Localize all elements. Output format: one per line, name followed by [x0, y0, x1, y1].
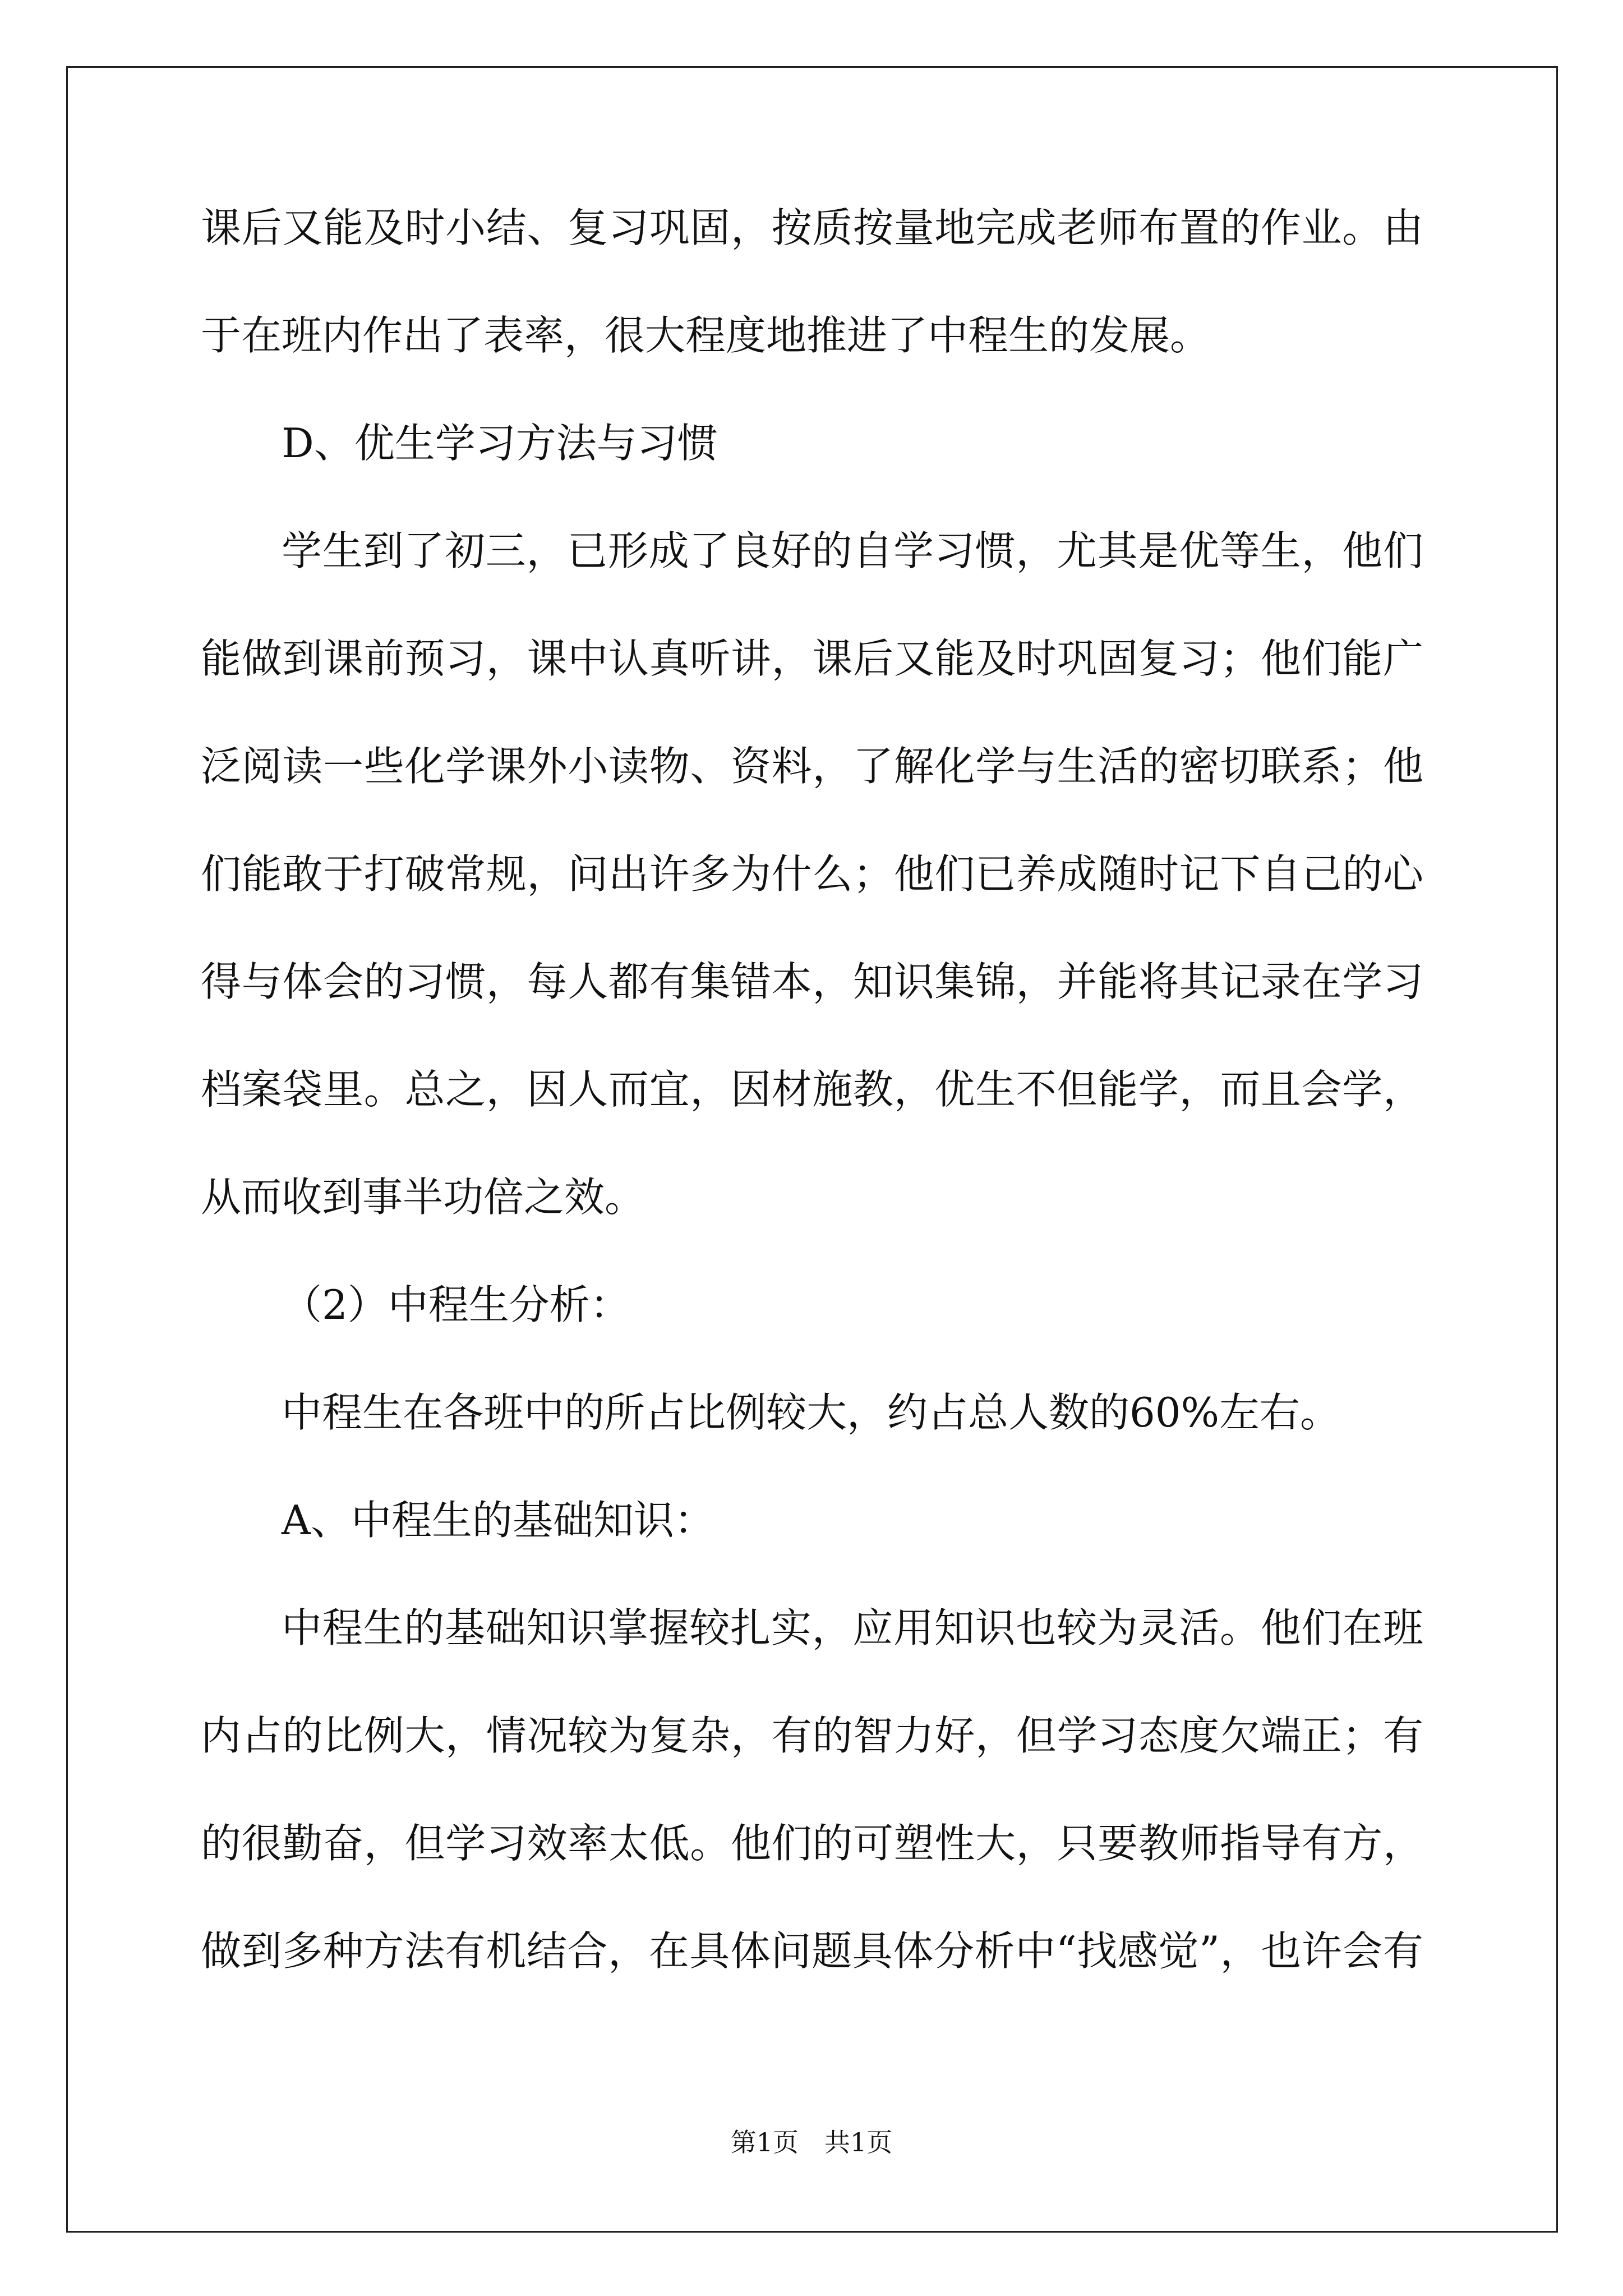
- text-line: 泛阅读一些化学课外小读物、资料，了解化学与生活的密切联系；他: [201, 743, 1423, 790]
- text-line: 内占的比例大，情况较为复杂，有的智力好，但学习态度欠端正；有: [201, 1712, 1423, 1759]
- section-heading: （2）中程生分析：: [282, 1281, 630, 1328]
- text-line: 从而收到事半功倍之效。: [201, 1174, 645, 1221]
- text-line: 的很勤奋，但学习效率太低。他们的可塑性大，只要教师指导有方，: [201, 1820, 1423, 1867]
- text-line: 做到多种方法有机结合，在具体问题具体分析中“找感觉”，也许会有: [201, 1927, 1423, 1975]
- text-line: 们能敢于打破常规，问出许多为什么；他们已养成随时记下自己的心: [201, 850, 1423, 898]
- text-line: 学生到了初三，已形成了良好的自学习惯，尤其是优等生，他们: [282, 527, 1423, 574]
- document-body: [201, 204, 1423, 2039]
- text-line: 中程生在各班中的所占比例较大，约占总人数的60%左右。: [282, 1389, 1341, 1436]
- text-line: 能做到课前预习，课中认真听讲，课后又能及时巩固复习；他们能广: [201, 635, 1423, 682]
- text-line: 于在班内作出了表率，很大程度地推进了中程生的发展。: [201, 312, 1211, 359]
- text-line: 档案袋里。总之，因人而宜，因材施教，优生不但能学，而且会学，: [201, 1066, 1423, 1113]
- page-footer: 第1页 共1页: [730, 2127, 893, 2157]
- section-heading: D、优生学习方法与习惯: [282, 420, 718, 467]
- text-line: 课后又能及时小结、复习巩固，按质按量地完成老师布置的作业。由: [201, 204, 1423, 251]
- section-heading: A、中程生的基础知识：: [282, 1497, 714, 1544]
- text-line: 中程生的基础知识掌握较扎实，应用知识也较为灵活。他们在班: [282, 1604, 1423, 1651]
- text-line: 得与体会的习惯，每人都有集错本，知识集锦，并能将其记录在学习: [201, 958, 1423, 1005]
